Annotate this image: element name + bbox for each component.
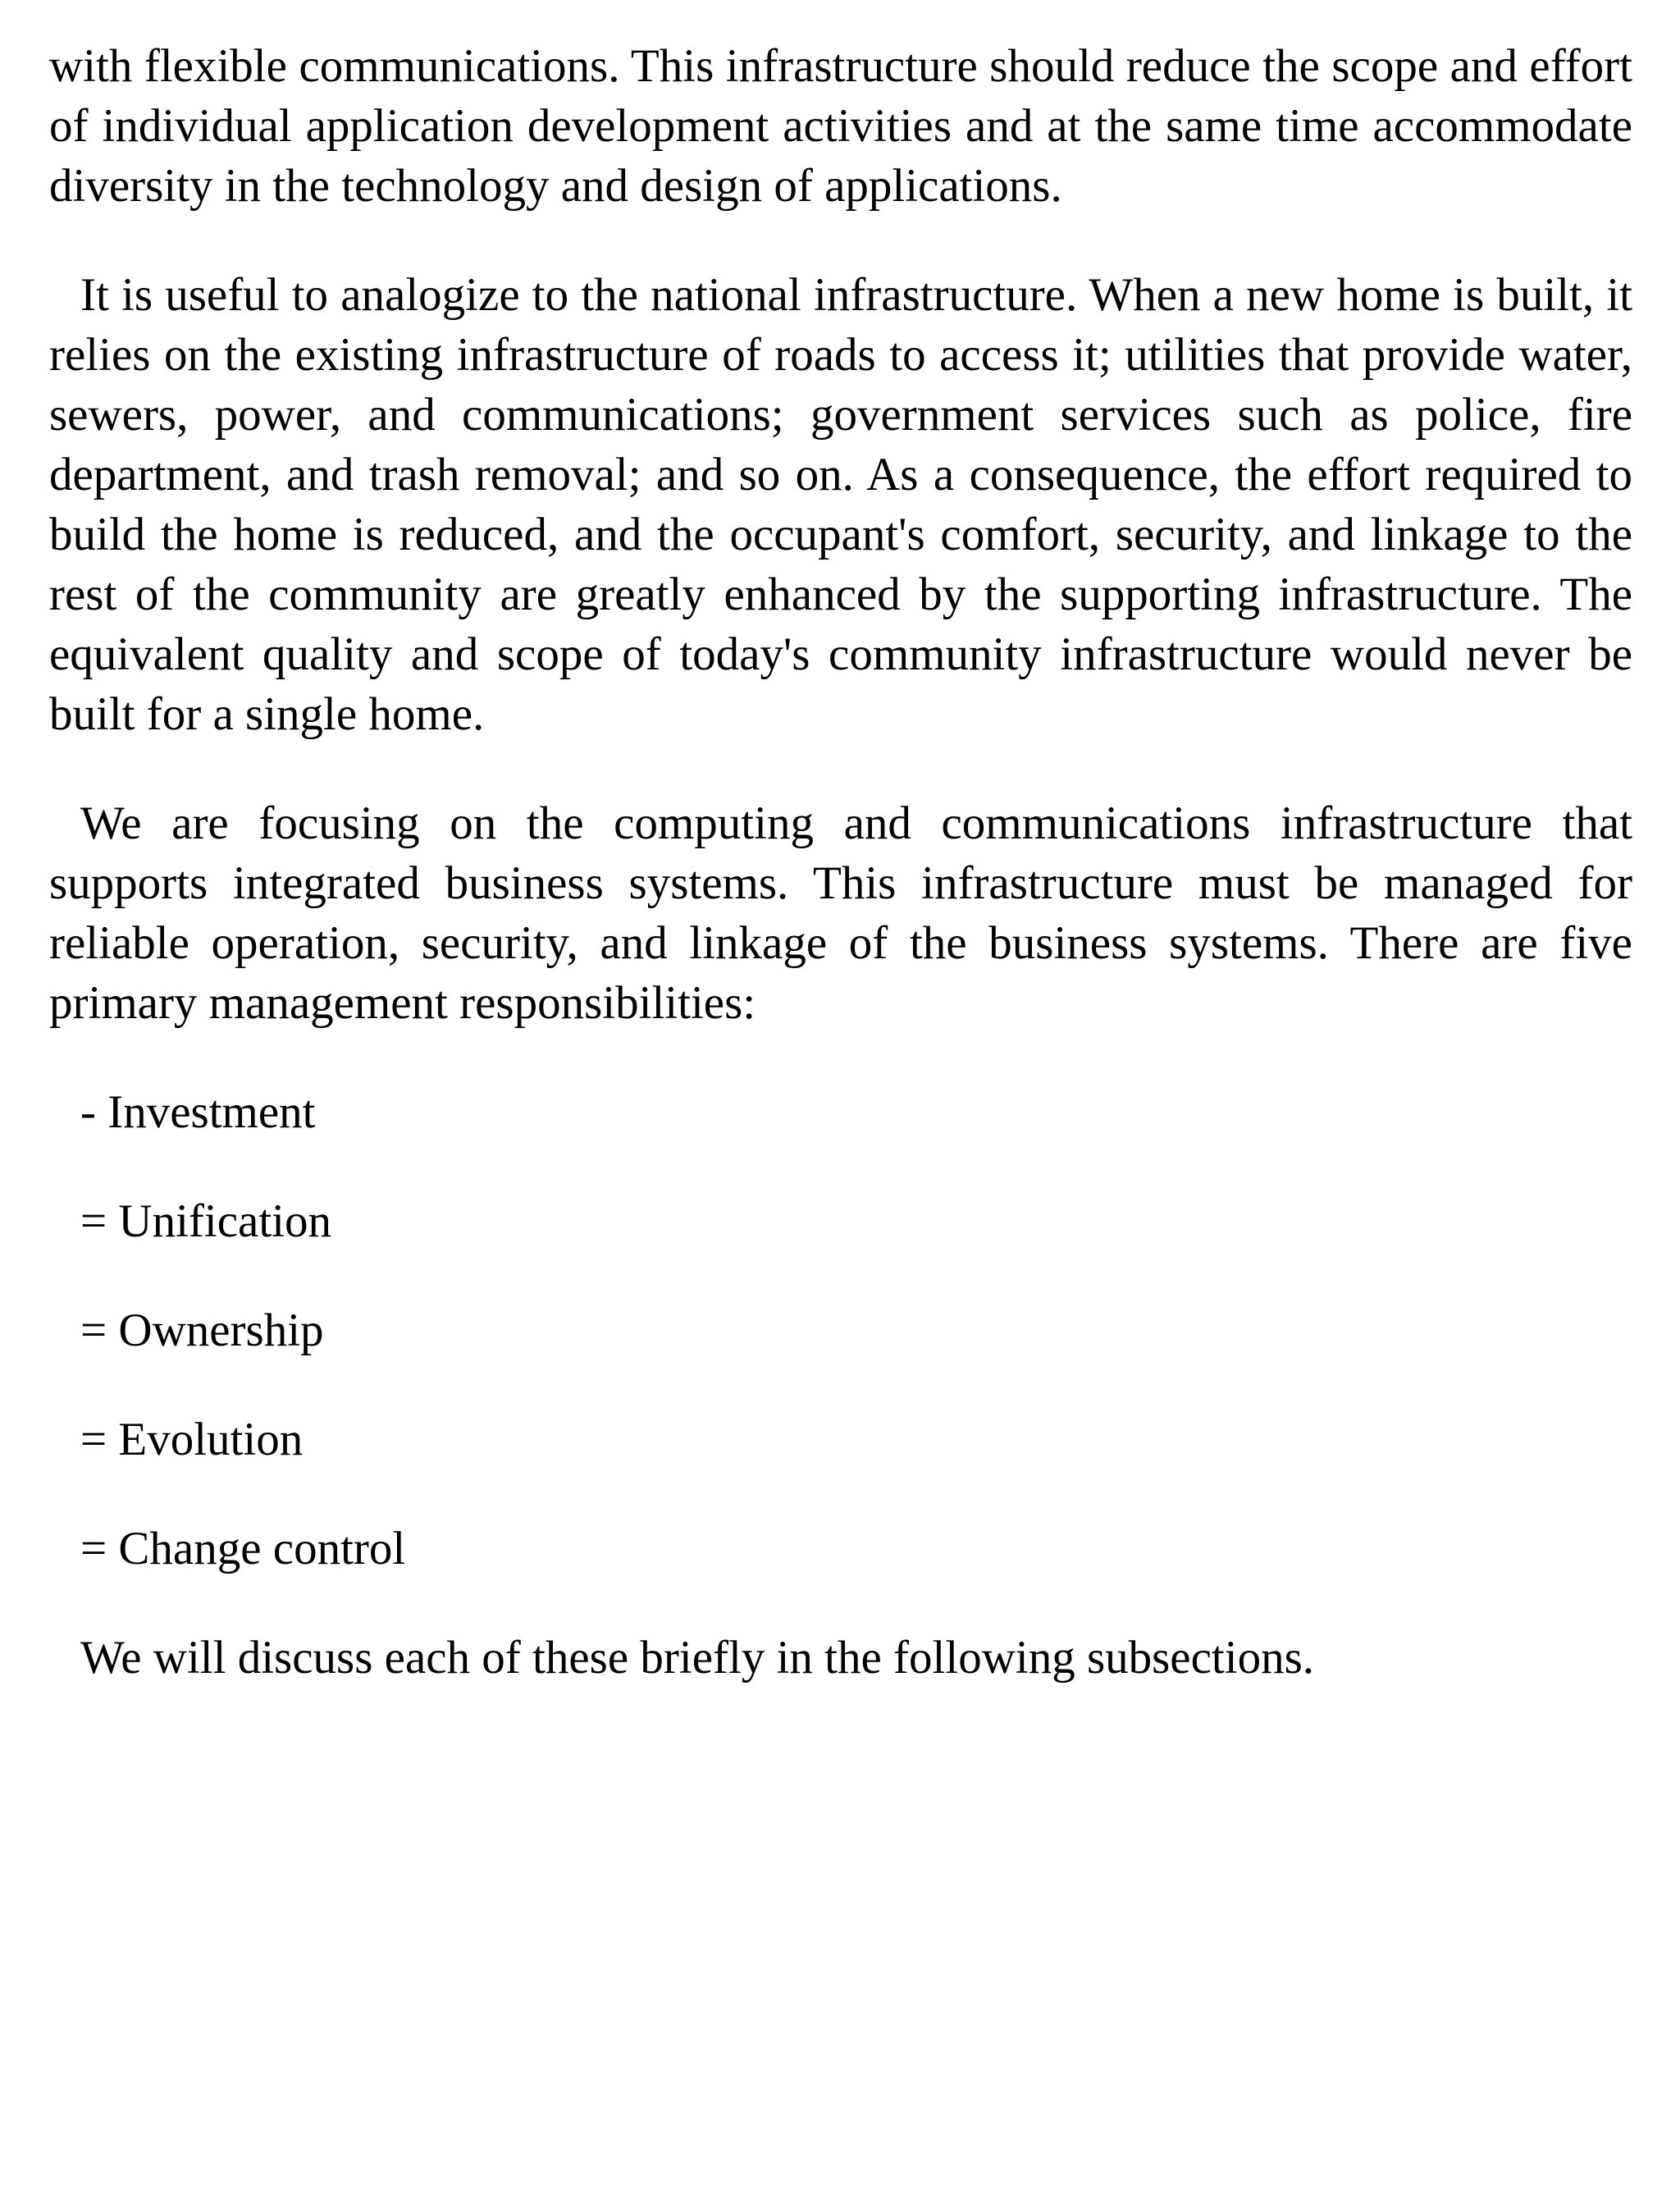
list-item-text: Investment bbox=[107, 1086, 316, 1138]
list-item-text: Unification bbox=[118, 1195, 331, 1247]
paragraph-national-infrastructure: It is useful to analogize to the national infrastructure. When a new home is built, it relies on the existing infrastructure of roads to access it; utilities that provide water, sewers, power, and communications; government services such as police, fire department, and trash removal; and so on. As a consequence, the effort required to build the home is reduced, and the occupant's comfort, security, and linkage to the rest of the community are greatly enhanced by the supporting infrastructure. The equivalent quality and scope of today's community infrastructure would never be built for a single home. bbox=[49, 269, 1632, 740]
management-responsibilities-list bbox=[49, 1082, 1632, 1579]
list-item bbox=[80, 1300, 1632, 1360]
list-item bbox=[80, 1191, 1632, 1251]
list-bullet: = bbox=[80, 1523, 107, 1574]
list-item-text: Change control bbox=[118, 1523, 406, 1574]
list-item bbox=[80, 1410, 1632, 1469]
paragraph-computing-infrastructure: We are focusing on the computing and communications infrastructure that supports integrated business systems. This infrastructure must be managed for reliable operation, security, and linkage of the business systems. There are five primary management responsibilities: bbox=[49, 797, 1632, 1029]
list-bullet: - bbox=[80, 1086, 96, 1138]
list-bullet: = bbox=[80, 1305, 107, 1356]
document-page bbox=[49, 36, 1632, 1688]
list-item bbox=[80, 1519, 1632, 1579]
list-item bbox=[80, 1082, 1632, 1142]
list-bullet: = bbox=[80, 1195, 107, 1247]
paragraph-continuation: with flexible communications. This infrastructure should reduce the scope and effort of individual application development activities and at the same time accommodate diversity in the technology and design of applications. bbox=[49, 40, 1632, 212]
list-item-text: Evolution bbox=[118, 1414, 304, 1465]
closing-sentence: We will discuss each of these briefly in the following subsections. bbox=[80, 1632, 1315, 1684]
list-bullet: = bbox=[80, 1414, 107, 1465]
list-item-text: Ownership bbox=[118, 1305, 324, 1356]
